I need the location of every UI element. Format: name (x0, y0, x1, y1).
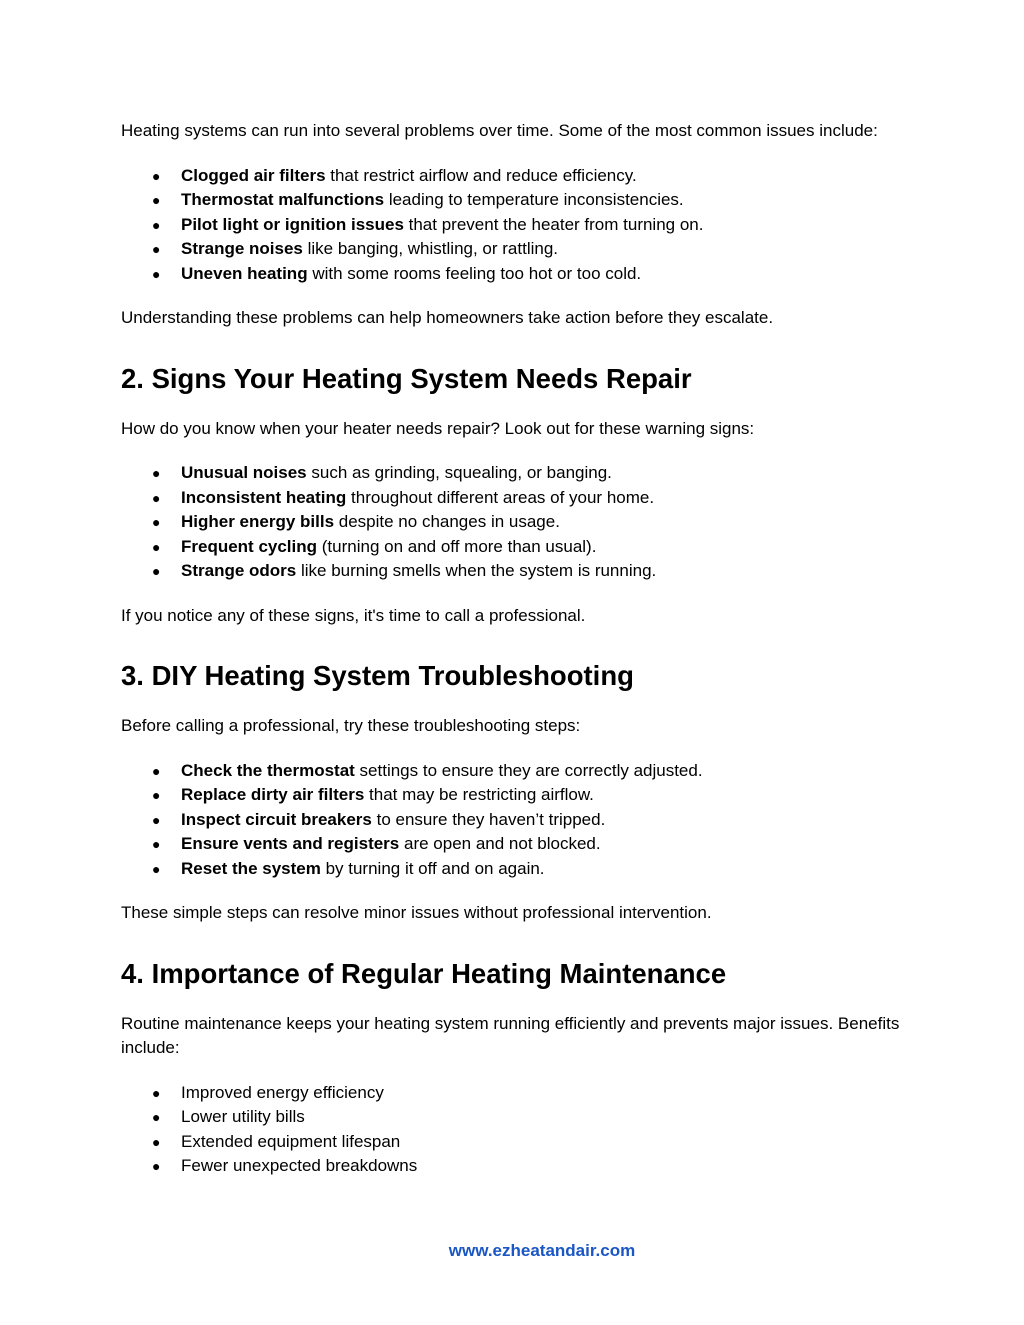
item-text: despite no changes in usage. (334, 512, 560, 531)
bullet-icon: ● (152, 836, 161, 852)
item-bold-label: Ensure vents and registers (181, 834, 400, 853)
list-item (121, 832, 911, 857)
item-bold-label: Clogged air filters (181, 165, 326, 185)
item-bold-label: Higher energy bills (181, 512, 335, 531)
item-text: are open and not blocked. (399, 834, 601, 853)
item-text: that prevent the heater from turning on. (403, 214, 704, 234)
bullet-icon: ● (152, 1158, 161, 1174)
item-bold-label: Reset the system (181, 858, 321, 878)
list-item (121, 808, 911, 833)
item-bold-label: Inconsistent heating (181, 487, 347, 507)
document-page (121, 119, 911, 1179)
item-text: Lower utility bills (181, 1107, 305, 1126)
item-text: like banging, whistling, or rattling. (302, 239, 559, 258)
bullet-icon: ● (152, 514, 161, 530)
list-item (121, 1130, 911, 1155)
list-item (121, 535, 911, 560)
item-bold-label: Inspect circuit breakers (181, 809, 372, 829)
bullet-icon: ● (152, 563, 161, 579)
intro-closing: Understanding these problems can help homeowners take action before they escalate. (121, 308, 774, 327)
bullet-icon: ● (152, 216, 161, 233)
common-issues-list (121, 164, 911, 287)
item-text: such as grinding, squealing, or banging. (306, 463, 612, 482)
item-bold-label: Strange odors (181, 561, 297, 580)
item-bold-label: Strange noises (181, 239, 303, 258)
bullet-icon: ● (152, 167, 161, 184)
item-text: settings to ensure they are correctly adjusted. (354, 760, 703, 780)
list-item (121, 486, 911, 511)
item-bold-label: Unusual noises (181, 463, 307, 482)
item-bold-label: Pilot light or ignition issues (181, 214, 404, 234)
list-item (121, 237, 911, 262)
list-item (121, 1154, 911, 1179)
bullet-icon: ● (152, 538, 161, 555)
bullet-icon: ● (152, 1084, 161, 1101)
item-text: that may be restricting airflow. (364, 785, 594, 804)
item-bold-label: Frequent cycling (181, 536, 318, 556)
item-text: Improved energy efficiency (181, 1082, 384, 1102)
item-bold-label: Replace dirty air filters (181, 785, 365, 804)
item-text: that restrict airflow and reduce efficiency. (325, 165, 637, 185)
item-text: Extended equipment lifespan (181, 1131, 401, 1151)
list-item (121, 164, 911, 189)
list-item (121, 857, 911, 882)
troubleshooting-steps-list (121, 759, 911, 882)
item-bold-label: Uneven heating (181, 263, 308, 283)
item-text: to ensure they haven’t tripped. (371, 809, 606, 829)
bullet-icon: ● (152, 465, 161, 481)
item-text: like burning smells when the system is running. (296, 561, 657, 580)
item-text: throughout different areas of your home. (346, 487, 655, 507)
section-3-paragraph: Before calling a professional, try these troubleshooting steps: (121, 716, 581, 735)
list-item (121, 1081, 911, 1106)
item-text: (turning on and off more than usual). (317, 536, 597, 556)
item-text: leading to temperature inconsistencies. (384, 190, 684, 209)
list-item (121, 213, 911, 238)
list-item (121, 759, 911, 784)
bullet-icon: ● (152, 762, 161, 779)
bullet-icon: ● (152, 241, 161, 257)
intro-paragraph: Heating systems can run into several problems over time. Some of the most common issues include: (121, 121, 878, 140)
bullet-icon: ● (152, 787, 161, 803)
section-4-paragraph: Routine maintenance keeps your heating system running efficiently and prevents major issues. Benefits include: (121, 1013, 900, 1057)
list-item (121, 783, 911, 808)
list-item (121, 188, 911, 213)
list-item (121, 1105, 911, 1130)
bullet-icon: ● (152, 192, 161, 208)
section-3-heading: 3. DIY Heating System Troubleshooting (121, 660, 634, 691)
item-bold-label: Check the thermostat (181, 760, 355, 780)
bullet-icon: ● (152, 860, 161, 877)
item-text: by turning it off and on again. (320, 858, 545, 878)
bullet-icon: ● (152, 811, 161, 828)
bullet-icon: ● (152, 489, 161, 506)
bullet-icon: ● (152, 265, 161, 282)
list-item (121, 559, 911, 584)
bullet-icon: ● (152, 1109, 161, 1125)
item-text: Fewer unexpected breakdowns (181, 1156, 418, 1175)
bullet-icon: ● (152, 1133, 161, 1150)
section-4-heading: 4. Importance of Regular Heating Maintenance (121, 957, 727, 989)
website-link[interactable]: www.ezheatandair.com (448, 1241, 636, 1260)
item-text: with some rooms feeling too hot or too cold. (307, 263, 642, 283)
section-2-paragraph: How do you know when your heater needs repair? Look out for these warning signs: (121, 418, 755, 438)
section-2-heading: 2. Signs Your Heating System Needs Repair (121, 362, 692, 394)
warning-signs-list (121, 461, 911, 584)
maintenance-benefits-list (121, 1081, 911, 1179)
list-item (121, 461, 911, 486)
section-2-closing: If you notice any of these signs, it's time to call a professional. (121, 605, 586, 625)
item-bold-label: Thermostat malfunctions (181, 190, 385, 209)
list-item (121, 510, 911, 535)
list-item (121, 262, 911, 287)
section-3-closing: These simple steps can resolve minor issues without professional intervention. (121, 903, 712, 922)
